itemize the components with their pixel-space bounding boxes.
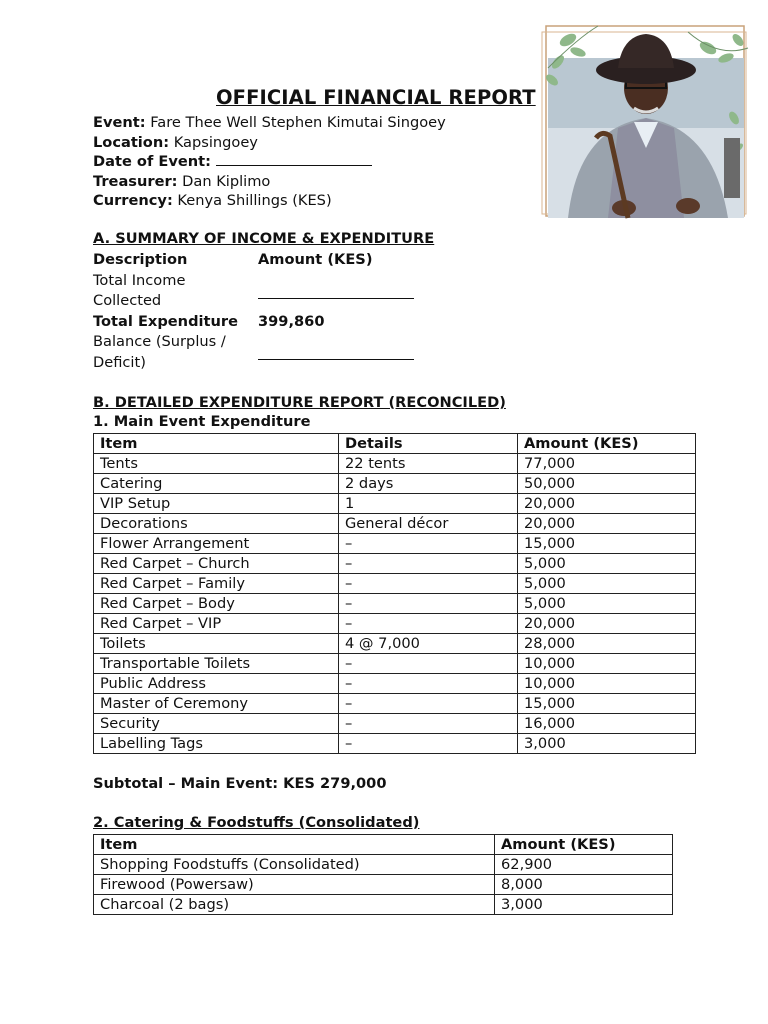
details-cell: 4 @ 7,000 [339, 634, 518, 654]
amount-cell: 50,000 [518, 474, 696, 494]
catering-col-item: Item [94, 835, 495, 855]
date-blank [216, 153, 372, 166]
details-cell: 2 days [339, 474, 518, 494]
balance-value-cell [258, 332, 414, 367]
amount-cell: 5,000 [518, 554, 696, 574]
amount-cell: 15,000 [518, 534, 696, 554]
main-table-row [94, 474, 696, 494]
main-col-amount: Amount (KES) [518, 434, 696, 454]
item-cell: Decorations [94, 514, 339, 534]
summary-expenditure-row [93, 312, 414, 333]
expenditure-value: 399,860 [258, 312, 325, 330]
section-b-heading: B. DETAILED EXPENDITURE REPORT (RECONCILED) [93, 394, 506, 411]
income-label-line1: Total Income [93, 271, 186, 289]
item-cell: Charcoal (2 bags) [94, 895, 495, 915]
catering-table-row [94, 875, 673, 895]
item-cell: Red Carpet – Body [94, 594, 339, 614]
amount-cell: 10,000 [518, 654, 696, 674]
main-subtotal: Subtotal – Main Event: KES 279,000 [93, 775, 387, 792]
income-label [93, 271, 258, 312]
income-blank [258, 298, 414, 299]
amount-cell: 16,000 [518, 714, 696, 734]
event-row [93, 113, 446, 133]
details-cell: – [339, 694, 518, 714]
details-cell: – [339, 714, 518, 734]
main-event-heading: 1. Main Event Expenditure [93, 413, 311, 430]
amount-cell: 3,000 [495, 895, 673, 915]
details-cell: – [339, 534, 518, 554]
summary-col-amount: Amount (KES) [258, 251, 373, 268]
item-cell: Catering [94, 474, 339, 494]
amount-cell: 5,000 [518, 594, 696, 614]
treasurer-row [93, 172, 446, 192]
main-table-row [94, 634, 696, 654]
details-cell: – [339, 734, 518, 754]
report-meta [93, 113, 446, 211]
main-table-row [94, 574, 696, 594]
summary-header-row [93, 250, 414, 271]
main-table-row [94, 734, 696, 754]
details-cell: – [339, 554, 518, 574]
summary-col-description: Description [93, 251, 188, 268]
location-value: Kapsingoey [173, 133, 258, 151]
location-row [93, 133, 446, 153]
main-table-row [94, 514, 696, 534]
catering-heading: 2. Catering & Foodstuffs (Consolidated) [93, 814, 420, 831]
portrait-photo [538, 18, 752, 232]
expenditure-label: Total Expenditure [93, 312, 238, 330]
amount-cell: 10,000 [518, 674, 696, 694]
item-cell: Firewood (Powersaw) [94, 875, 495, 895]
item-cell: Flower Arrangement [94, 534, 339, 554]
item-cell: Red Carpet – Church [94, 554, 339, 574]
income-label-line2: Collected [93, 292, 162, 309]
amount-cell: 20,000 [518, 614, 696, 634]
event-label: Event: [93, 114, 146, 131]
amount-cell: 15,000 [518, 694, 696, 714]
main-col-details: Details [339, 434, 518, 454]
details-cell: 22 tents [339, 454, 518, 474]
item-cell: Public Address [94, 674, 339, 694]
main-table-row [94, 614, 696, 634]
summary-balance-row [93, 332, 414, 373]
details-cell: – [339, 594, 518, 614]
main-table-row [94, 454, 696, 474]
date-row [93, 152, 446, 172]
item-cell: VIP Setup [94, 494, 339, 514]
item-cell: Red Carpet – VIP [94, 614, 339, 634]
currency-row [93, 191, 446, 211]
details-cell: – [339, 614, 518, 634]
date-label: Date of Event: [93, 153, 211, 170]
details-cell: 1 [339, 494, 518, 514]
amount-cell: 77,000 [518, 454, 696, 474]
amount-cell: 20,000 [518, 494, 696, 514]
balance-label [93, 332, 258, 373]
catering-table-row [94, 895, 673, 915]
main-table-row [94, 654, 696, 674]
balance-blank [258, 359, 414, 360]
balance-label-line2: Deficit) [93, 353, 146, 371]
item-cell: Labelling Tags [94, 734, 339, 754]
item-cell: Transportable Toilets [94, 654, 339, 674]
main-table-row [94, 494, 696, 514]
catering-table-row [94, 855, 673, 875]
catering-col-amount: Amount (KES) [495, 835, 673, 855]
details-cell: – [339, 674, 518, 694]
section-a-heading: A. SUMMARY OF INCOME & EXPENDITURE [93, 230, 435, 247]
catering-table-header [94, 835, 673, 855]
main-table-header [94, 434, 696, 454]
treasurer-value: Dan Kiplimo [182, 172, 271, 190]
currency-value: Kenya Shillings (KES) [177, 192, 332, 209]
main-table-row [94, 594, 696, 614]
amount-cell: 8,000 [495, 875, 673, 895]
item-cell: Master of Ceremony [94, 694, 339, 714]
details-cell: – [339, 574, 518, 594]
report-title: OFFICIAL FINANCIAL REPORT [216, 86, 536, 109]
main-table-row [94, 714, 696, 734]
main-table-row [94, 674, 696, 694]
event-value: Fare Thee Well Stephen Kimutai Singoey [150, 114, 446, 131]
item-cell: Toilets [94, 634, 339, 654]
catering-table [93, 834, 673, 915]
item-cell: Security [94, 714, 339, 734]
amount-cell: 28,000 [518, 634, 696, 654]
details-cell: – [339, 654, 518, 674]
main-table-row [94, 554, 696, 574]
item-cell: Shopping Foodstuffs (Consolidated) [94, 855, 495, 875]
balance-label-line1: Balance (Surplus / [93, 333, 226, 350]
summary-income-row [93, 271, 414, 312]
income-value-cell [258, 271, 414, 306]
amount-cell: 5,000 [518, 574, 696, 594]
main-col-item: Item [94, 434, 339, 454]
main-table-row [94, 534, 696, 554]
amount-cell: 3,000 [518, 734, 696, 754]
currency-label: Currency: [93, 192, 173, 209]
item-cell: Tents [94, 454, 339, 474]
details-cell: General décor [339, 514, 518, 534]
location-label: Location: [93, 133, 170, 151]
summary-table [93, 250, 414, 373]
amount-cell: 20,000 [518, 514, 696, 534]
amount-cell: 62,900 [495, 855, 673, 875]
treasurer-label: Treasurer: [93, 172, 178, 190]
item-cell: Red Carpet – Family [94, 574, 339, 594]
main-table-row [94, 694, 696, 714]
main-expenditure-table [93, 433, 696, 754]
